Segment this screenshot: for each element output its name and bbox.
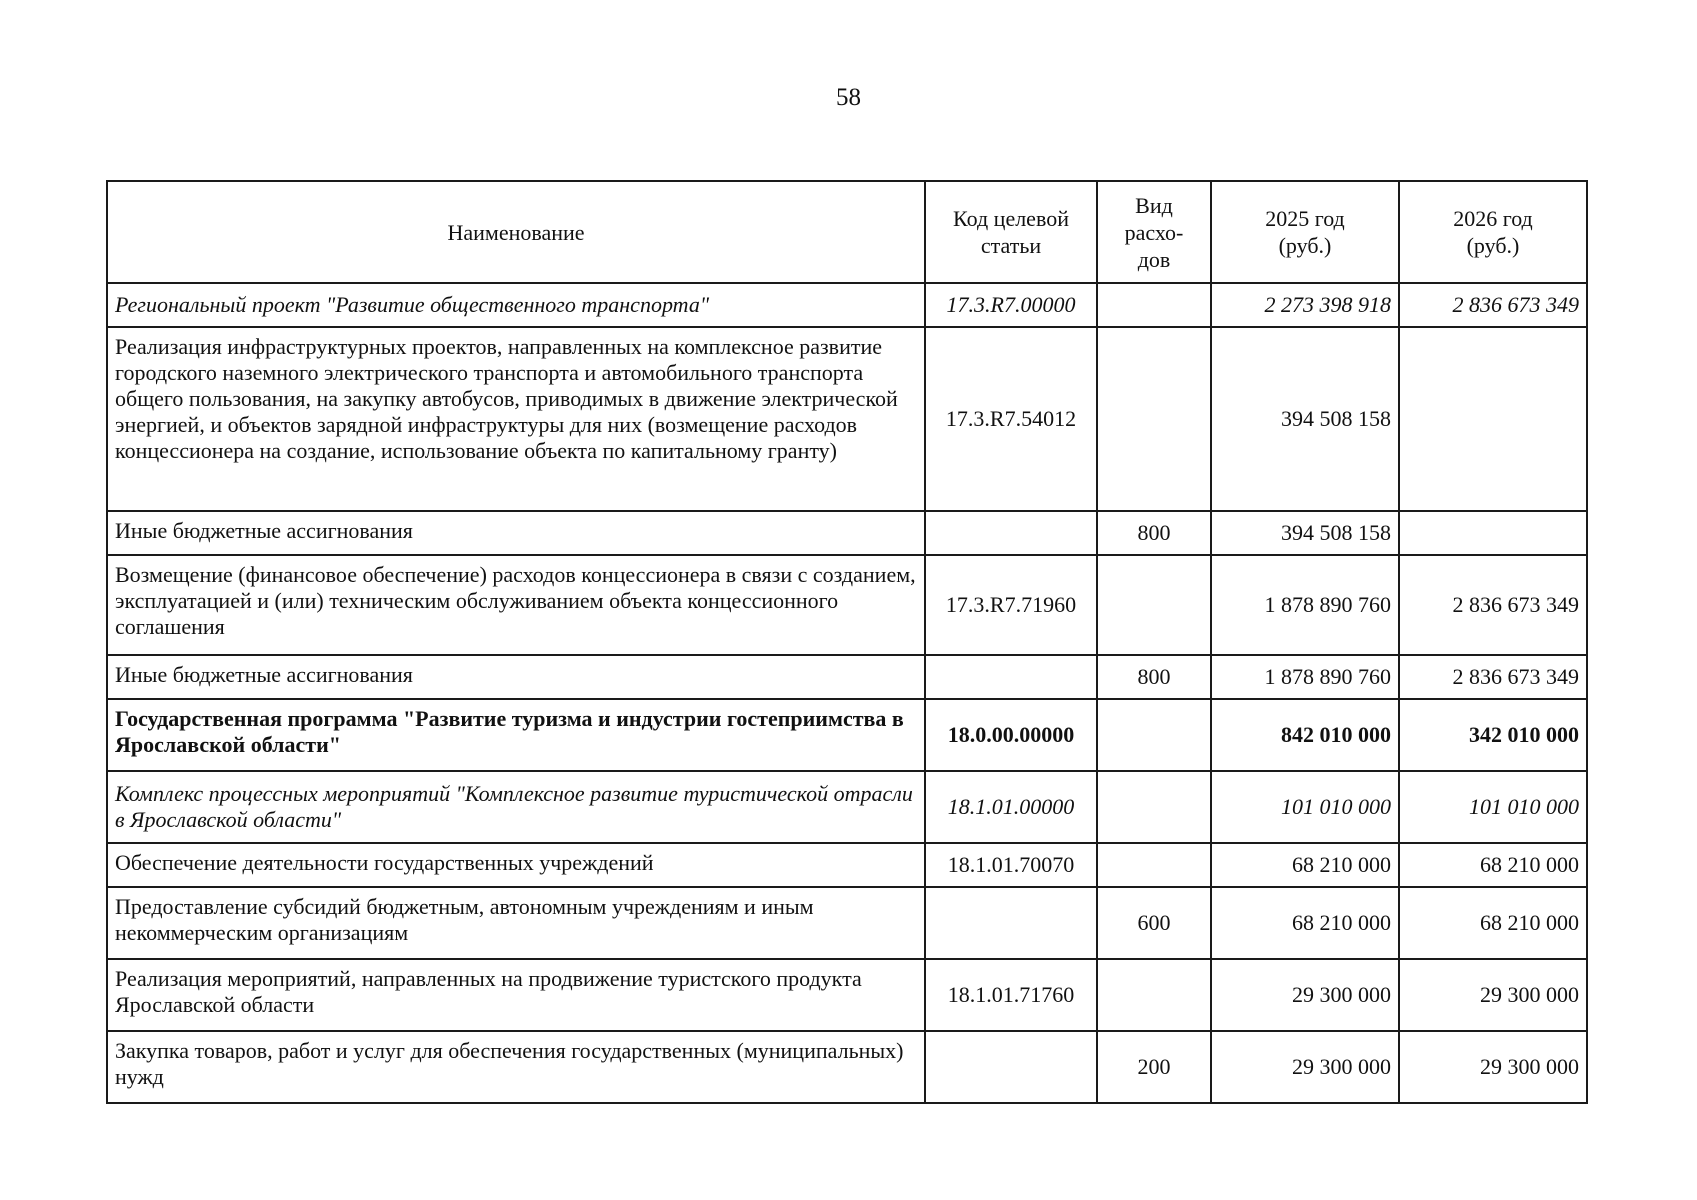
row-2026: 101 010 000 xyxy=(1399,771,1587,843)
row-2025: 394 508 158 xyxy=(1211,511,1399,555)
row-2026: 342 010 000 xyxy=(1399,699,1587,771)
row-2025: 29 300 000 xyxy=(1211,1031,1399,1103)
row-2026: 2 836 673 349 xyxy=(1399,555,1587,655)
row-2026 xyxy=(1399,511,1587,555)
table-header-row xyxy=(107,181,1587,283)
row-name: Иные бюджетные ассигнования xyxy=(107,511,925,555)
row-kind xyxy=(1097,699,1211,771)
row-name: Иные бюджетные ассигнования xyxy=(107,655,925,699)
table-row xyxy=(107,327,1587,511)
row-2025: 29 300 000 xyxy=(1211,959,1399,1031)
table-row xyxy=(107,555,1587,655)
row-2026: 29 300 000 xyxy=(1399,1031,1587,1103)
row-2025: 394 508 158 xyxy=(1211,327,1399,511)
table-body xyxy=(107,283,1587,1103)
row-kind xyxy=(1097,555,1211,655)
header-2026: 2026 год (руб.) xyxy=(1399,181,1587,283)
table-row xyxy=(107,283,1587,327)
row-2026: 2 836 673 349 xyxy=(1399,655,1587,699)
row-code: 18.0.00.00000 xyxy=(925,699,1097,771)
table-row xyxy=(107,1031,1587,1103)
row-code: 18.1.01.70070 xyxy=(925,843,1097,887)
table-row xyxy=(107,699,1587,771)
row-2025: 101 010 000 xyxy=(1211,771,1399,843)
row-name: Обеспечение деятельности государственных учреждений xyxy=(107,843,925,887)
table-row xyxy=(107,959,1587,1031)
row-2025: 842 010 000 xyxy=(1211,699,1399,771)
row-code: 17.3.R7.54012 xyxy=(925,327,1097,511)
row-kind: 800 xyxy=(1097,655,1211,699)
row-code xyxy=(925,511,1097,555)
table-row xyxy=(107,887,1587,959)
header-name: Наименование xyxy=(107,181,925,283)
row-name: Государственная программа "Развитие туризма и индустрии гостеприимства в Ярославской области" xyxy=(107,699,925,771)
row-name: Предоставление субсидий бюджетным, автономным учреждениям и иным некоммерческим организациям xyxy=(107,887,925,959)
table-row xyxy=(107,771,1587,843)
row-2026: 68 210 000 xyxy=(1399,887,1587,959)
row-2026: 2 836 673 349 xyxy=(1399,283,1587,327)
row-code xyxy=(925,887,1097,959)
row-code xyxy=(925,1031,1097,1103)
row-kind: 800 xyxy=(1097,511,1211,555)
row-code: 17.3.R7.00000 xyxy=(925,283,1097,327)
row-name: Реализация инфраструктурных проектов, направленных на комплексное развитие городского наземного электрического транспорта и автомобильного транспорта общего пользования, на закупку автобусов, приводимых в движение электрической энергией, и объектов зарядной инфраструктуры для них (возмещение расходов концессионера на создание, использование объекта по капитальному гранту) xyxy=(107,327,925,511)
row-name: Возмещение (финансовое обеспечение) расходов концессионера в связи с созданием, эксплуатацией и (или) техническим обслуживанием объекта концессионного соглашения xyxy=(107,555,925,655)
row-name: Реализация мероприятий, направленных на продвижение туристского продукта Ярославской области xyxy=(107,959,925,1031)
row-kind: 200 xyxy=(1097,1031,1211,1103)
row-2025: 68 210 000 xyxy=(1211,887,1399,959)
row-code xyxy=(925,655,1097,699)
page-number: 58 xyxy=(836,84,861,111)
row-kind xyxy=(1097,959,1211,1031)
row-2025: 68 210 000 xyxy=(1211,843,1399,887)
row-code: 18.1.01.71760 xyxy=(925,959,1097,1031)
header-code: Код целевой статьи xyxy=(925,181,1097,283)
table-row xyxy=(107,843,1587,887)
budget-table xyxy=(106,180,1588,1104)
header-2025: 2025 год (руб.) xyxy=(1211,181,1399,283)
row-2025: 1 878 890 760 xyxy=(1211,655,1399,699)
row-kind xyxy=(1097,283,1211,327)
row-code: 18.1.01.00000 xyxy=(925,771,1097,843)
row-kind xyxy=(1097,843,1211,887)
row-2025: 1 878 890 760 xyxy=(1211,555,1399,655)
header-kind: Вид расхо- дов xyxy=(1097,181,1211,283)
row-kind xyxy=(1097,327,1211,511)
row-code: 17.3.R7.71960 xyxy=(925,555,1097,655)
row-name: Закупка товаров, работ и услуг для обеспечения государственных (муниципальных) нужд xyxy=(107,1031,925,1103)
row-2026: 68 210 000 xyxy=(1399,843,1587,887)
row-kind: 600 xyxy=(1097,887,1211,959)
row-2026: 29 300 000 xyxy=(1399,959,1587,1031)
row-name: Региональный проект "Развитие общественного транспорта" xyxy=(107,283,925,327)
row-kind xyxy=(1097,771,1211,843)
row-2025: 2 273 398 918 xyxy=(1211,283,1399,327)
row-name: Комплекс процессных мероприятий "Комплексное развитие туристической отрасли в Ярославской области" xyxy=(107,771,925,843)
table-row xyxy=(107,511,1587,555)
table-row xyxy=(107,655,1587,699)
row-2026 xyxy=(1399,327,1587,511)
